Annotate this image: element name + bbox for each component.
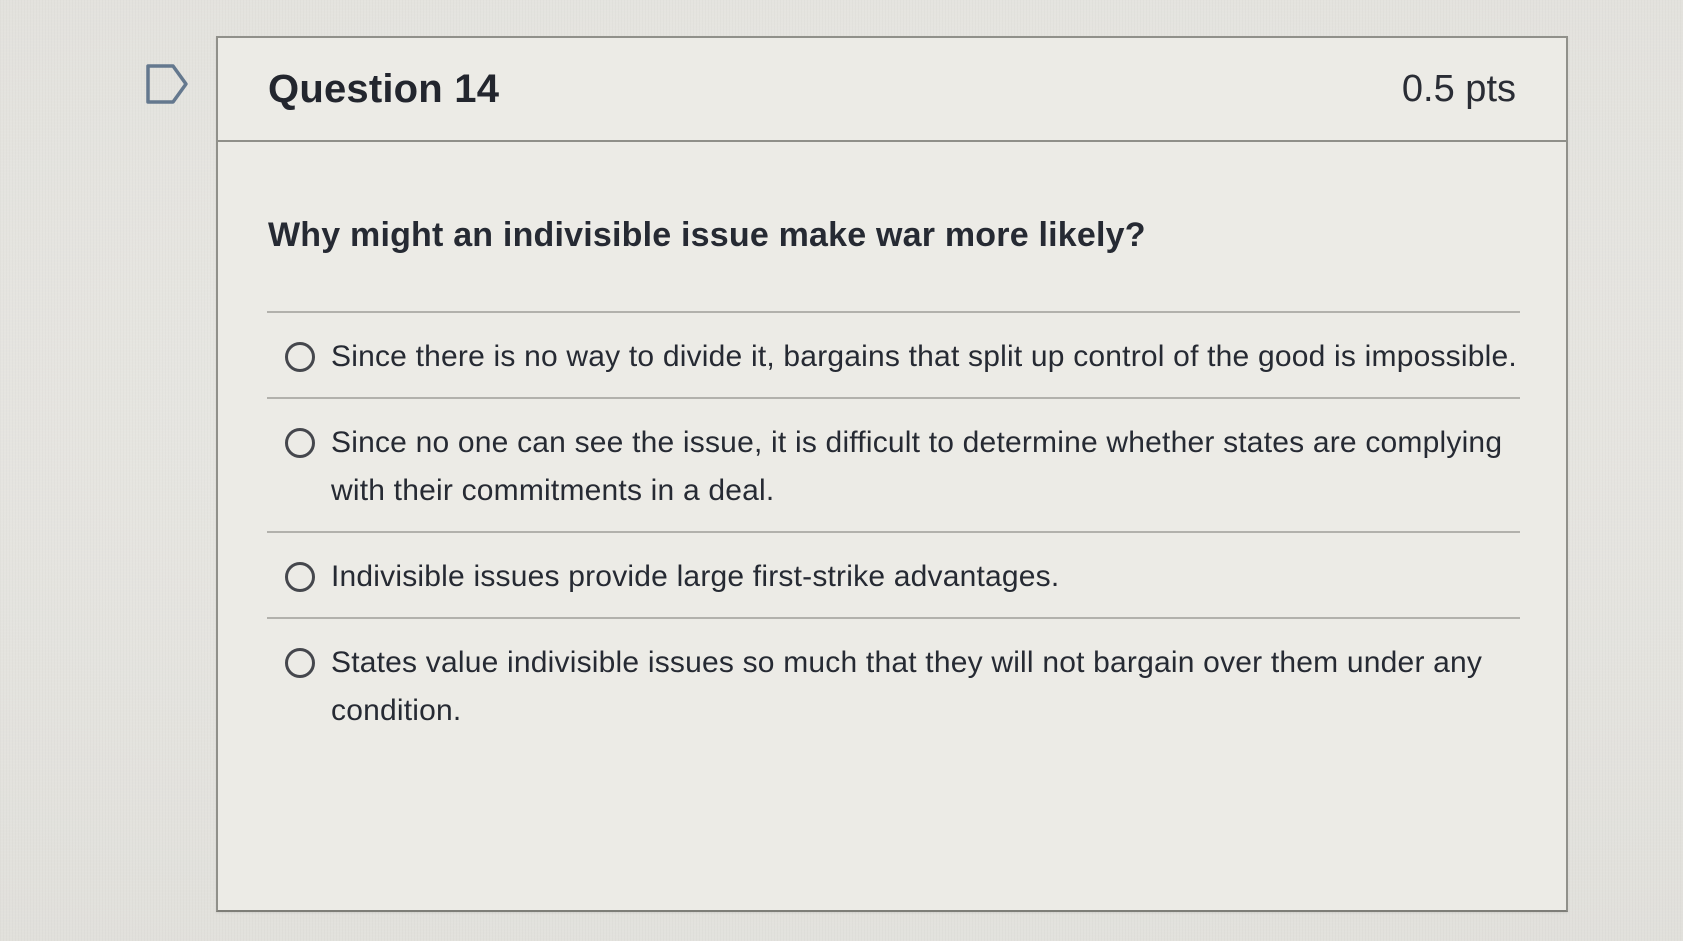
radio-unselected-icon[interactable] (285, 562, 315, 592)
question-card (216, 36, 1568, 912)
radio-unselected-icon[interactable] (285, 648, 315, 678)
question-title: Question 14 (268, 66, 500, 111)
answer-options (267, 311, 1520, 751)
answer-option-label: States value indivisible issues so much that they will not bargain over them under any condition. (331, 646, 1483, 727)
radio-unselected-icon[interactable] (285, 428, 315, 458)
question-points: 0.5 pts (1401, 67, 1516, 110)
flag-icon (143, 60, 191, 108)
question-text: Why might an indivisible issue make war more likely? (268, 216, 1146, 254)
answer-option-4[interactable] (267, 617, 1520, 751)
answer-option-label: Since there is no way to divide it, bargains that split up control of the good is impossible. (331, 340, 1517, 373)
answer-option-label: Since no one can see the issue, it is difficult to determine whether states are complying with their commitments in a deal. (331, 426, 1503, 507)
answer-option-1[interactable] (267, 311, 1520, 397)
radio-unselected-icon[interactable] (285, 342, 315, 372)
question-header (218, 38, 1566, 142)
answer-option-2[interactable] (267, 397, 1520, 531)
answer-option-3[interactable] (267, 531, 1520, 617)
flag-question-button[interactable] (143, 60, 191, 108)
answer-option-label: Indivisible issues provide large first-strike advantages. (331, 560, 1060, 593)
